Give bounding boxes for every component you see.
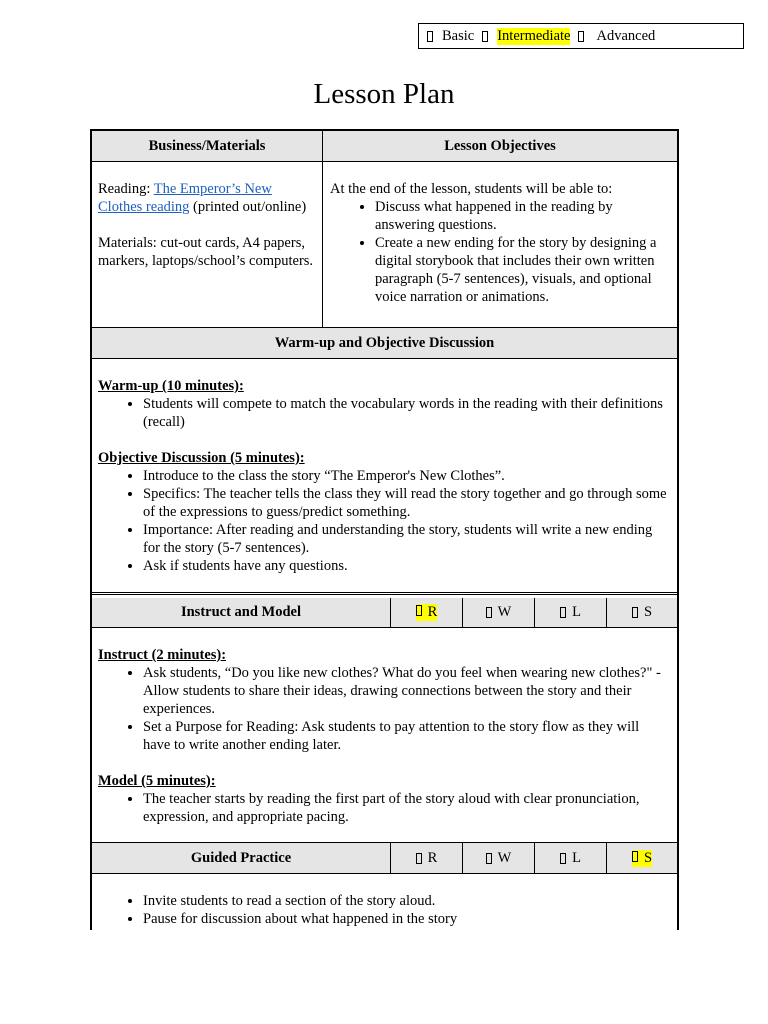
- instruct-list: [98, 664, 667, 754]
- list-item: • Pause for discussion about what happened in the story: [143, 910, 667, 928]
- list-item: • Invite students to read a section of the story aloud.: [143, 892, 667, 910]
- checkbox-icon[interactable]: [416, 605, 422, 616]
- list-item: • Set a Purpose for Reading: Ask students to pay attention to the story flow as they will have to write another ending later.: [143, 718, 667, 754]
- section-header: Warm-up and Objective Discussion: [274, 334, 495, 351]
- section-header: Instruct and Model: [92, 598, 391, 627]
- list-item: • Introduce to the class the story “The Emperor's New Clothes”.: [143, 467, 667, 485]
- list-item: • The teacher starts by reading the first part of the story aloud with clear pronunciation, expression, and appropriate pacing.: [143, 790, 667, 826]
- checkbox-icon[interactable]: [632, 607, 638, 618]
- skill-r[interactable]: R: [391, 598, 463, 627]
- level-label: Intermediate: [497, 27, 571, 44]
- materials-objectives-row: [92, 162, 677, 328]
- skill-l[interactable]: L: [535, 843, 607, 873]
- list-item: • Specifics: The teacher tells the class they will read the story together and go through some of the expressions to guess/predict something.: [143, 485, 667, 521]
- checkbox-icon[interactable]: [482, 31, 488, 42]
- skill-s[interactable]: S: [607, 598, 677, 627]
- checkbox-icon[interactable]: [560, 607, 566, 618]
- checkbox-icon[interactable]: [427, 31, 433, 42]
- materials-text: Materials: cut-out cards, A4 papers, markers, laptops/school’s computers.: [98, 235, 314, 269]
- skill-w[interactable]: W: [463, 598, 535, 627]
- warmup-title: Warm-up (10 minutes):: [98, 378, 244, 394]
- model-list: [98, 790, 667, 826]
- level-option-advanced[interactable]: [578, 28, 655, 45]
- level-label: Advanced: [596, 27, 656, 44]
- guided-list: [98, 892, 667, 928]
- objective-title: Objective Discussion (5 minutes):: [98, 450, 305, 466]
- objectives-intro: At the end of the lesson, students will be able to:: [330, 181, 613, 197]
- checkbox-icon[interactable]: [416, 853, 422, 864]
- objectives-cell: [323, 162, 677, 327]
- section-header-row: [92, 843, 677, 874]
- checkbox-icon[interactable]: [560, 853, 566, 864]
- instruct-model-section: [92, 628, 677, 843]
- lesson-table: [90, 129, 679, 930]
- guided-practice-section: [92, 874, 677, 930]
- section-header-row: [92, 328, 677, 359]
- checkbox-icon[interactable]: [632, 851, 638, 862]
- skill-s[interactable]: S: [607, 843, 677, 873]
- warmup-section: [92, 359, 677, 595]
- materials-cell: [92, 162, 323, 327]
- instruct-title: Instruct (2 minutes):: [98, 647, 227, 663]
- warmup-list: [98, 395, 667, 431]
- objective-list: [98, 467, 667, 575]
- column-header: Lesson Objectives: [444, 137, 556, 154]
- reading-link[interactable]: The Emperor’s New Clothes reading: [98, 181, 272, 215]
- section-header-row: [92, 598, 677, 628]
- level-label: Basic: [442, 27, 475, 44]
- level-option-basic[interactable]: [427, 28, 474, 45]
- column-header: Business/Materials: [92, 131, 323, 161]
- skill-l[interactable]: L: [535, 598, 607, 627]
- list-item: • Create a new ending for the story by designing a digital storybook that includes their own written paragraph (5-7 sentences), visuals, and optional voice narration or animations.: [375, 234, 669, 306]
- list-item: • Discuss what happened in the reading by answering questions.: [375, 198, 669, 234]
- objectives-list: [330, 198, 669, 306]
- skill-r[interactable]: R: [391, 843, 463, 873]
- list-item: • Ask students, “Do you like new clothes? What do you feel when wearing new clothes?" - Allow students to share their ideas, drawing connections between the story and their experiences.: [143, 664, 667, 718]
- section-header-row: [92, 131, 677, 162]
- section-header: Guided Practice: [92, 843, 391, 873]
- model-title: Model (5 minutes):: [98, 773, 216, 789]
- checkbox-icon[interactable]: [486, 853, 492, 864]
- page-title: Lesson Plan: [313, 78, 455, 110]
- checkbox-icon[interactable]: [578, 31, 584, 42]
- checkbox-icon[interactable]: [486, 607, 492, 618]
- level-selector: [418, 23, 744, 49]
- level-option-intermediate[interactable]: [482, 28, 570, 45]
- skill-w[interactable]: W: [463, 843, 535, 873]
- reading-line: Reading: The Emperor’s New Clothes reading (printed out/online): [98, 181, 307, 215]
- list-item: • Students will compete to match the vocabulary words in the reading with their definitions (recall): [143, 395, 667, 431]
- list-item: • Importance: After reading and understanding the story, students will write a new ending for the story (5-7 sentences).: [143, 521, 667, 557]
- list-item: • Ask if students have any questions.: [143, 557, 667, 575]
